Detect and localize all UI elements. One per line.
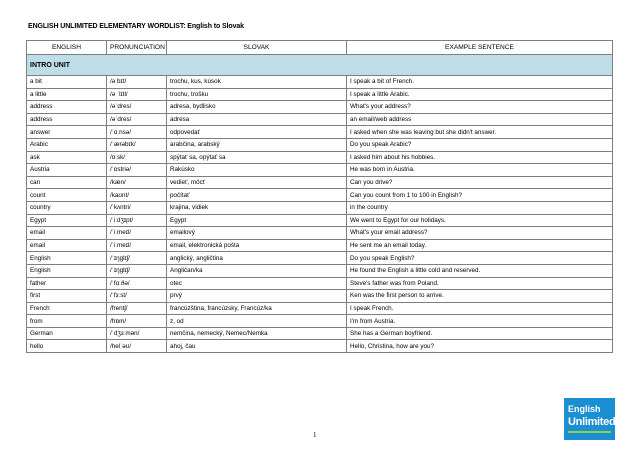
logo-stripe — [568, 431, 611, 433]
cell-pronunciation: /ˈdʒɜːmən/ — [107, 327, 167, 340]
table-row — [27, 164, 613, 177]
cell-slovak: počítať — [167, 189, 347, 202]
cell-slovak: ahoj, čau — [167, 340, 347, 353]
table-row — [27, 239, 613, 252]
cell-example-sentence: in the country — [347, 201, 613, 214]
cell-example-sentence: Can you count from 1 to 100 in English? — [347, 189, 613, 202]
cell-example-sentence: Do you speak English? — [347, 252, 613, 265]
cell-pronunciation: /əˈdres/ — [107, 113, 167, 126]
cell-slovak: arabčina, arabský — [167, 138, 347, 151]
cell-english: hello — [27, 340, 107, 353]
cell-english: English — [27, 264, 107, 277]
cell-slovak: francúzština, francúzsky, Francúz/ka — [167, 302, 347, 315]
table-row — [27, 126, 613, 139]
cell-pronunciation: /ˈiːdʒɪpt/ — [107, 214, 167, 227]
cell-english: country — [27, 201, 107, 214]
cell-example-sentence: I'm from Austria. — [347, 315, 613, 328]
cell-english: address — [27, 113, 107, 126]
cell-english: a bit — [27, 76, 107, 89]
table-row — [27, 315, 613, 328]
cell-example-sentence: He found the English a little cold and reserved. — [347, 264, 613, 277]
table-row — [27, 227, 613, 240]
cell-example-sentence: What's your email address? — [347, 227, 613, 240]
cell-example-sentence: Ken was the first person to arrive. — [347, 290, 613, 303]
logo-line-2: Unlimited — [568, 416, 616, 428]
cell-english: a little — [27, 88, 107, 101]
cell-slovak: otec — [167, 277, 347, 290]
cell-example-sentence: I speak a little Arabic. — [347, 88, 613, 101]
cell-slovak: trochu, kus, kúsok — [167, 76, 347, 89]
cell-pronunciation: /ˈfɑːðə/ — [107, 277, 167, 290]
cell-pronunciation: /ˈkʌntri/ — [107, 201, 167, 214]
cell-english: count — [27, 189, 107, 202]
table-row — [27, 277, 613, 290]
cell-pronunciation: /frentʃ/ — [107, 302, 167, 315]
header-pronunciation: PRONUNCIATION — [107, 41, 167, 55]
cell-example-sentence: She has a German boyfriend. — [347, 327, 613, 340]
cell-slovak: odpovedať — [167, 126, 347, 139]
cell-pronunciation: /ˈærəbɪk/ — [107, 138, 167, 151]
cell-example-sentence: Steve's father was from Poland. — [347, 277, 613, 290]
table-row — [27, 189, 613, 202]
table-row — [27, 76, 613, 89]
cell-slovak: Egypt — [167, 214, 347, 227]
cell-pronunciation: /ˈɪŋglɪʃ/ — [107, 252, 167, 265]
cell-example-sentence: I speak French. — [347, 302, 613, 315]
cell-example-sentence: I asked him about his hobbies. — [347, 151, 613, 164]
table-row — [27, 302, 613, 315]
wordlist-table — [26, 40, 613, 353]
table-row — [27, 214, 613, 227]
cell-pronunciation: /ˈɒstriə/ — [107, 164, 167, 177]
cell-slovak: adresa — [167, 113, 347, 126]
cell-example-sentence: We went to Egypt for our holidays. — [347, 214, 613, 227]
cell-example-sentence: I asked when she was leaving but she didn't answer. — [347, 126, 613, 139]
document-title: ENGLISH UNLIMITED ELEMENTARY WORDLIST: English to Slovak — [28, 23, 244, 30]
cell-english: can — [27, 176, 107, 189]
cell-slovak: spýtať sa, opýtať sa — [167, 151, 347, 164]
table-row — [27, 176, 613, 189]
cell-slovak: Angličan/ka — [167, 264, 347, 277]
table-row — [27, 151, 613, 164]
cell-english: father — [27, 277, 107, 290]
cell-slovak: prvý — [167, 290, 347, 303]
cell-english: German — [27, 327, 107, 340]
table-row — [27, 88, 613, 101]
cell-pronunciation: /ˈiːmeɪl/ — [107, 227, 167, 240]
cell-english: English — [27, 252, 107, 265]
cell-english: address — [27, 101, 107, 114]
cell-slovak: Rakúsko — [167, 164, 347, 177]
cell-pronunciation: /helˈəʊ/ — [107, 340, 167, 353]
cell-example-sentence: an email/web address — [347, 113, 613, 126]
cell-english: Arabic — [27, 138, 107, 151]
table-row — [27, 138, 613, 151]
table-row — [27, 252, 613, 265]
cell-english: Austria — [27, 164, 107, 177]
cell-pronunciation: /ˈfɜːst/ — [107, 290, 167, 303]
cell-pronunciation: /ɑːsk/ — [107, 151, 167, 164]
table-row — [27, 327, 613, 340]
cell-pronunciation: /ˈɪŋglɪʃ/ — [107, 264, 167, 277]
cell-pronunciation: /frɒm/ — [107, 315, 167, 328]
cell-english: Egypt — [27, 214, 107, 227]
english-unlimited-logo — [564, 398, 615, 440]
cell-english: ask — [27, 151, 107, 164]
cell-slovak: email, elektronická pošta — [167, 239, 347, 252]
cell-slovak: trochu, trošku — [167, 88, 347, 101]
cell-pronunciation: /kaʊnt/ — [107, 189, 167, 202]
cell-english: from — [27, 315, 107, 328]
table-row — [27, 340, 613, 353]
cell-slovak: vedieť, môcť — [167, 176, 347, 189]
table-row — [27, 201, 613, 214]
table-row — [27, 290, 613, 303]
cell-english: email — [27, 239, 107, 252]
logo-line-1: English — [568, 404, 601, 414]
cell-example-sentence: What's your address? — [347, 101, 613, 114]
cell-pronunciation: /kæn/ — [107, 176, 167, 189]
cell-slovak: krajina, vidiek — [167, 201, 347, 214]
page-number: 1 — [313, 431, 317, 439]
cell-example-sentence: Hello, Christina, how are you? — [347, 340, 613, 353]
cell-example-sentence: Do you speak Arabic? — [347, 138, 613, 151]
table-row — [27, 264, 613, 277]
cell-slovak: emailový — [167, 227, 347, 240]
table-header-row — [27, 41, 613, 55]
cell-example-sentence: He was born in Austria. — [347, 164, 613, 177]
cell-slovak: z, od — [167, 315, 347, 328]
header-slovak: SLOVAK — [167, 41, 347, 55]
table-row — [27, 101, 613, 114]
cell-slovak: nemčina, nemecký, Nemec/Nemka — [167, 327, 347, 340]
cell-example-sentence: He sent me an email today. — [347, 239, 613, 252]
cell-example-sentence: Can you drive? — [347, 176, 613, 189]
cell-english: French — [27, 302, 107, 315]
header-example-sentence: EXAMPLE SENTENCE — [347, 41, 613, 55]
cell-english: first — [27, 290, 107, 303]
cell-english: email — [27, 227, 107, 240]
cell-pronunciation: /ˈiːmeɪl/ — [107, 239, 167, 252]
cell-pronunciation: /ə bɪt/ — [107, 76, 167, 89]
table-row — [27, 113, 613, 126]
section-label: INTRO UNIT — [27, 55, 613, 76]
cell-example-sentence: I speak a bit of French. — [347, 76, 613, 89]
header-english: ENGLISH — [27, 41, 107, 55]
cell-pronunciation: /əˈdres/ — [107, 101, 167, 114]
cell-english: answer — [27, 126, 107, 139]
section-row — [27, 55, 613, 76]
cell-slovak: anglický, angličtina — [167, 252, 347, 265]
cell-pronunciation: /ə ˈlɪtl/ — [107, 88, 167, 101]
cell-pronunciation: /ˈɑːnsə/ — [107, 126, 167, 139]
cell-slovak: adresa, bydlisko — [167, 101, 347, 114]
